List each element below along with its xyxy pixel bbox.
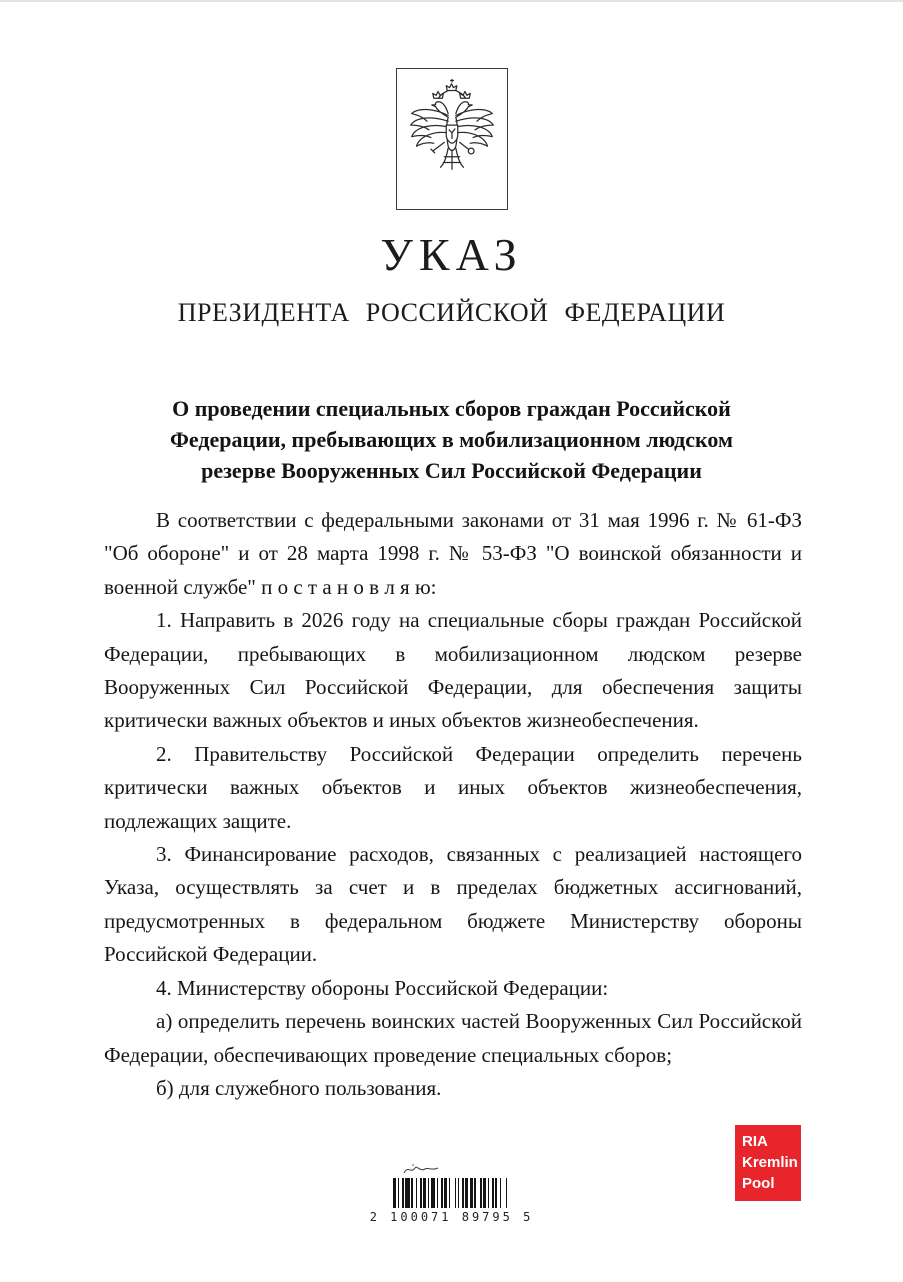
paragraph-item-4a: а) определить перечень воинских частей Вооруженных Сил Российской Федерации, обеспечивающих проведение специальных сборов; — [104, 1009, 802, 1067]
paragraph-preamble: В соответствии с федеральными законами от 31 мая 1996 г. № 61-ФЗ "Об обороне" и от 28 марта 1998 г. № 53-ФЗ "О воинской обязанности и военной службе" п о с т а н о в л я ю: — [104, 508, 802, 599]
paragraph-item-4: 4. Министерству обороны Российской Федерации: — [156, 975, 609, 1000]
ria-kremlin-pool-watermark — [735, 1125, 801, 1201]
subject-line-2: Федерации, пребывающих в мобилизационном людском — [170, 427, 733, 452]
russian-coat-of-arms-icon — [396, 68, 508, 210]
paragraph-item-3: 3. Финансирование расходов, связанных с реализацией настоящего Указа, осуществлять за счет и в пределах бюджетных ассигнований, предусмотренных в федеральном бюджете Министерству обороны Российской Федерации. — [104, 842, 802, 967]
barcode-digits: 2 100071 89795 5 — [369, 1210, 534, 1224]
issuer-title: ПРЕЗИДЕНТА РОССИЙСКОЙ ФЕДЕРАЦИИ — [177, 298, 726, 327]
barcode-bars — [393, 1178, 510, 1208]
decree-body — [104, 504, 802, 1105]
watermark-line-1: RIA — [742, 1133, 768, 1150]
watermark-line-2: Kremlin — [742, 1154, 798, 1171]
subject-line-1: О проведении специальных сборов граждан Российской — [172, 396, 731, 421]
paragraph-item-2: 2. Правительству Российской Федерации определить перечень критически важных объектов и иных объектов жизнеобеспечения, подлежащих защите. — [104, 741, 802, 833]
document-type-title: УКАЗ — [380, 229, 523, 280]
decree-subject — [0, 393, 903, 486]
signature-squiggle-icon — [402, 1162, 442, 1176]
paragraph-item-1: 1. Направить в 2026 году на специальные сборы граждан Российской Федерации, пребывающих в мобилизационном людском резерве Вооруженных Сил Российской Федерации, для обеспечения защиты критически важных объектов и иных объектов жизнеобеспечения. — [104, 608, 802, 733]
paragraph-item-4b: б) для служебного пользования. — [156, 1075, 442, 1100]
watermark-line-3: Pool — [742, 1175, 775, 1192]
subject-line-3: резерве Вооруженных Сил Российской Федерации — [201, 458, 702, 483]
